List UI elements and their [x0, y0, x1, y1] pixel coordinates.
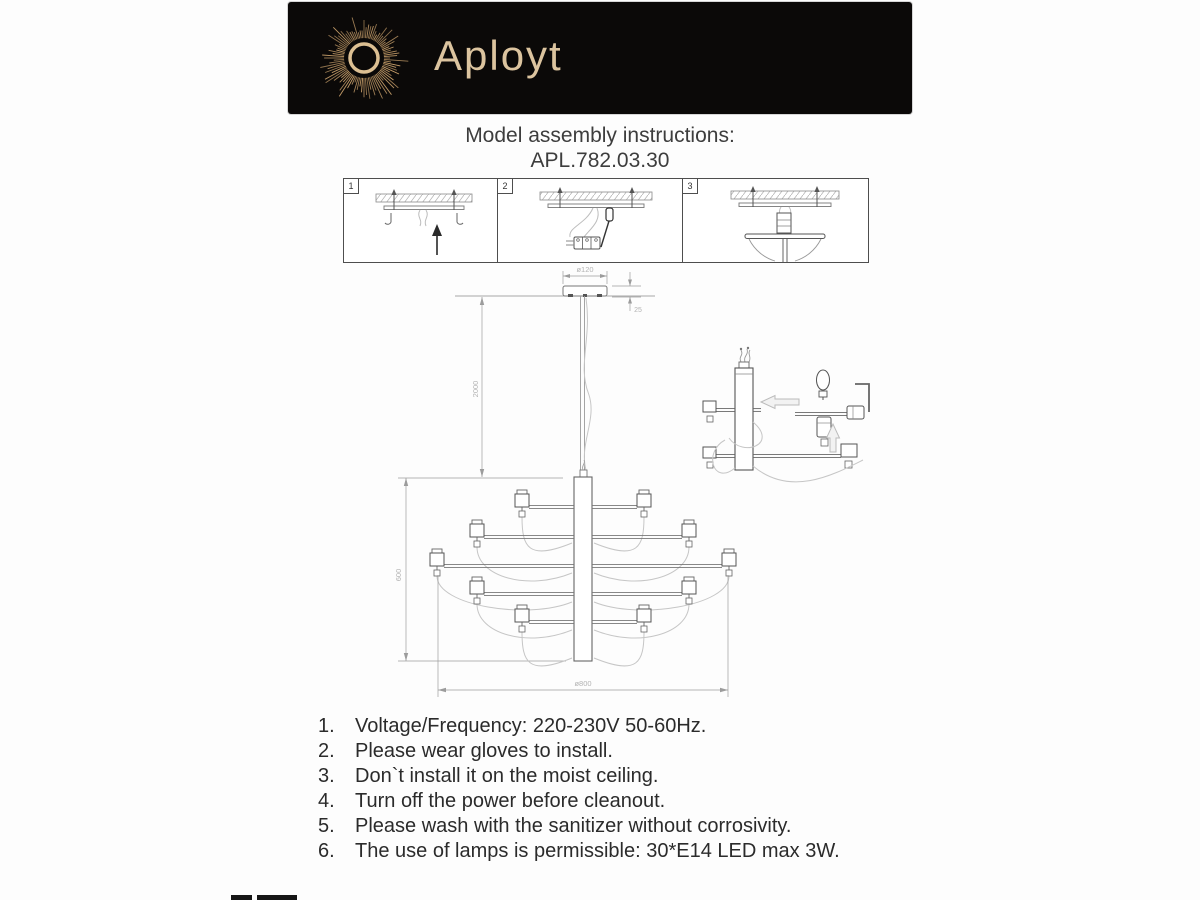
page-edge-artifact: [257, 895, 297, 900]
note-row: [318, 714, 938, 739]
arm-assembly-detail-drawing: [695, 340, 880, 485]
brand-banner: [288, 2, 912, 114]
assembly-step-1: [343, 178, 498, 263]
note-row: [318, 789, 938, 814]
note-row: [318, 814, 938, 839]
brand-name: Aployt: [434, 32, 563, 79]
note-text: The use of lamps is permissible: 30*E14 LED max 3W.: [355, 840, 840, 862]
step-number: 1: [344, 179, 359, 194]
note-number: 5.: [318, 815, 335, 837]
assembly-step-2: [497, 178, 683, 263]
dim-canopy-height: 25: [634, 307, 642, 314]
note-text: Please wear gloves to install.: [355, 740, 613, 762]
step-3-diagram: [683, 179, 870, 262]
note-number: 4.: [318, 790, 335, 812]
note-text: Please wash with the sanitizer without corrosivity.: [355, 815, 792, 837]
note-text: Voltage/Frequency: 220-230V 50-60Hz.: [355, 715, 707, 737]
instruction-notes-list: [318, 714, 938, 864]
step-number: 2: [498, 179, 513, 194]
step-number: 3: [683, 179, 698, 194]
dim-body-diameter: ø800: [574, 679, 592, 688]
title-block: [300, 123, 900, 173]
rays-decoration-icon: [677, 2, 912, 114]
note-number: 1.: [318, 715, 335, 737]
note-number: 3.: [318, 765, 335, 787]
step-2-diagram: [498, 179, 684, 262]
step-1-diagram: [344, 179, 499, 262]
dim-body-height: 600: [394, 568, 403, 582]
dim-suspension-length: 2000: [471, 380, 480, 398]
assembly-step-3: [682, 178, 869, 263]
note-number: 2.: [318, 740, 335, 762]
note-row: [318, 739, 938, 764]
dim-canopy-diameter: ø120: [576, 265, 594, 274]
note-text: Don`t install it on the moist ceiling.: [355, 765, 659, 787]
page-edge-artifact: [231, 895, 252, 900]
starburst-logo-icon: [314, 8, 414, 108]
note-row: [318, 839, 938, 864]
model-number: APL.782.03.30: [530, 149, 670, 172]
note-number: 6.: [318, 840, 335, 862]
note-row: [318, 764, 938, 789]
page-title: Model assembly instructions:: [465, 124, 735, 147]
note-text: Turn off the power before cleanout.: [355, 790, 666, 812]
